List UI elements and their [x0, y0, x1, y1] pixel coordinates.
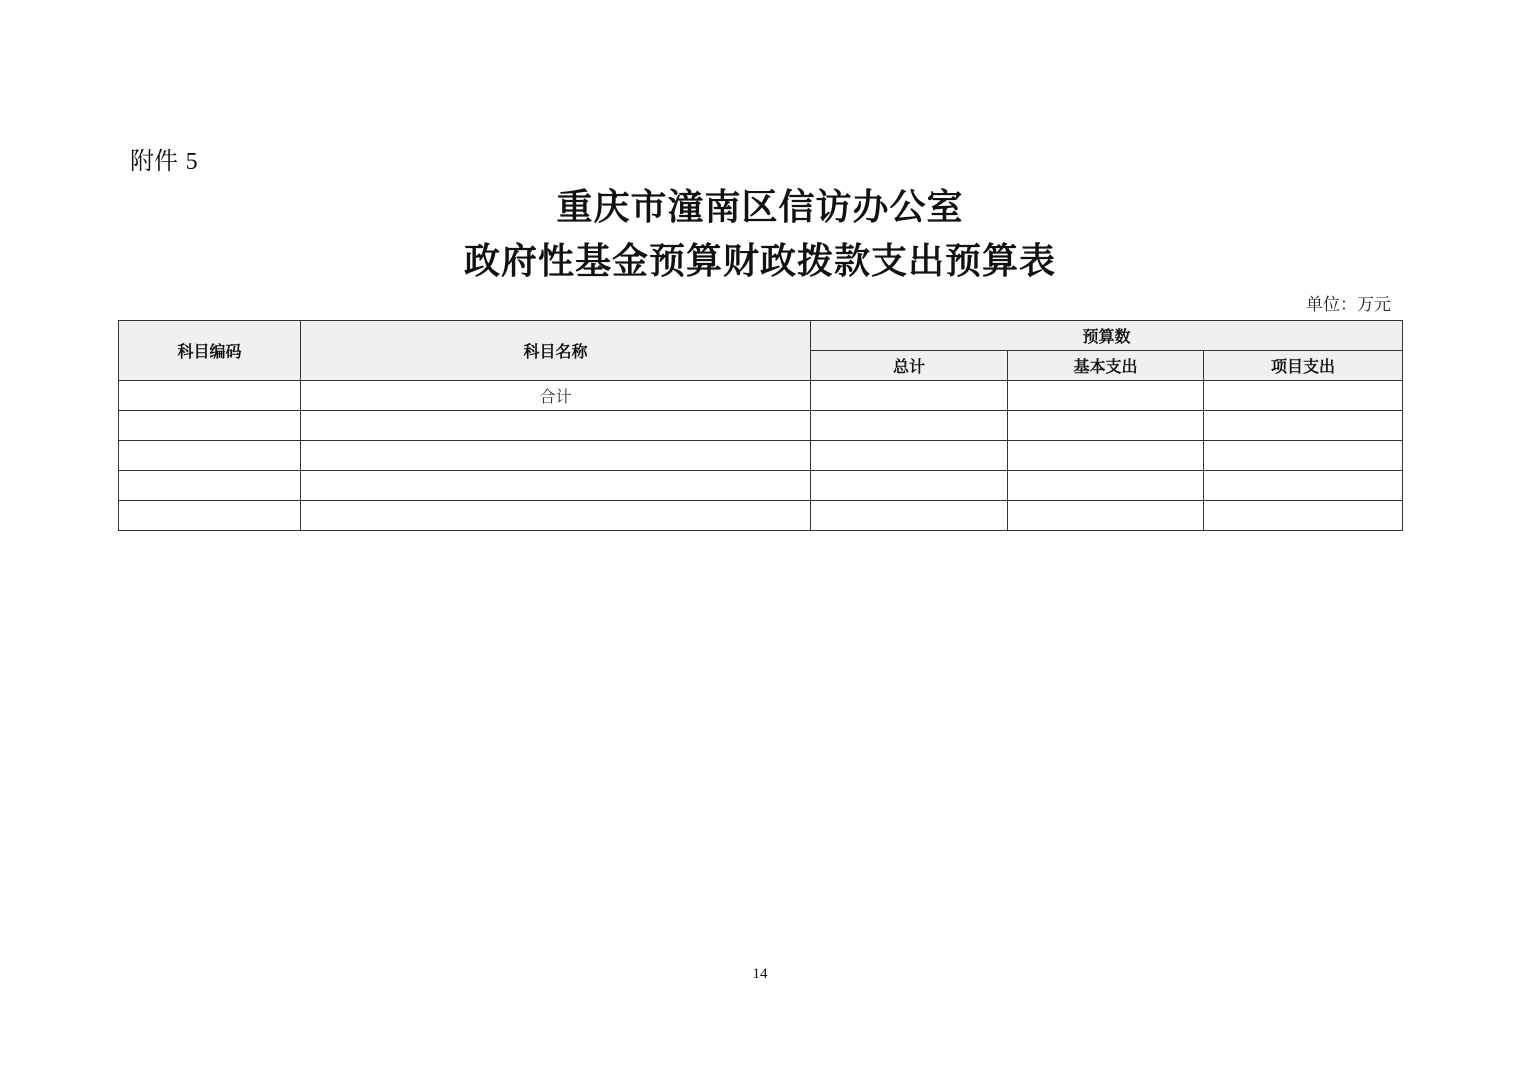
- cell-basic: [1008, 441, 1204, 471]
- cell-code: [119, 411, 301, 441]
- header-project: 项目支出: [1204, 351, 1403, 381]
- cell-code: [119, 501, 301, 531]
- cell-basic: [1008, 411, 1204, 441]
- cell-code: [119, 381, 301, 411]
- attachment-label: [130, 146, 198, 177]
- table-row: [119, 471, 1403, 501]
- document-title-line1: 重庆市潼南区信访办公室: [556, 186, 964, 228]
- header-total: 总计: [811, 351, 1008, 381]
- cell-name: [301, 471, 811, 501]
- cell-project: [1204, 411, 1403, 441]
- header-budget: 预算数: [811, 321, 1403, 351]
- table-row: [119, 381, 1403, 411]
- attachment-number: 5: [185, 149, 198, 175]
- budget-table: [118, 320, 1403, 531]
- cell-project: [1204, 381, 1403, 411]
- header-name: 科目名称: [301, 321, 811, 381]
- cell-name: [301, 411, 811, 441]
- cell-project: [1204, 441, 1403, 471]
- document-title-line2: 政府性基金预算财政拨款支出预算表: [463, 240, 1056, 282]
- header-code: 科目编码: [119, 321, 301, 381]
- cell-name: [301, 501, 811, 531]
- cell-name: 合计: [301, 381, 811, 411]
- cell-name: [301, 441, 811, 471]
- cell-basic: [1008, 471, 1204, 501]
- header-basic: 基本支出: [1008, 351, 1204, 381]
- cell-project: [1204, 501, 1403, 531]
- cell-total: [811, 501, 1008, 531]
- cell-project: [1204, 471, 1403, 501]
- unit-label: 单位：万元: [1306, 295, 1391, 315]
- cell-code: [119, 471, 301, 501]
- table-row: [119, 501, 1403, 531]
- table-row: [119, 441, 1403, 471]
- table-row: [119, 411, 1403, 441]
- page-number: 14: [752, 966, 768, 982]
- cell-total: [811, 381, 1008, 411]
- cell-total: [811, 411, 1008, 441]
- attachment-label-text: 附件: [130, 147, 178, 175]
- cell-total: [811, 471, 1008, 501]
- cell-basic: [1008, 381, 1204, 411]
- cell-basic: [1008, 501, 1204, 531]
- cell-code: [119, 441, 301, 471]
- cell-total: [811, 441, 1008, 471]
